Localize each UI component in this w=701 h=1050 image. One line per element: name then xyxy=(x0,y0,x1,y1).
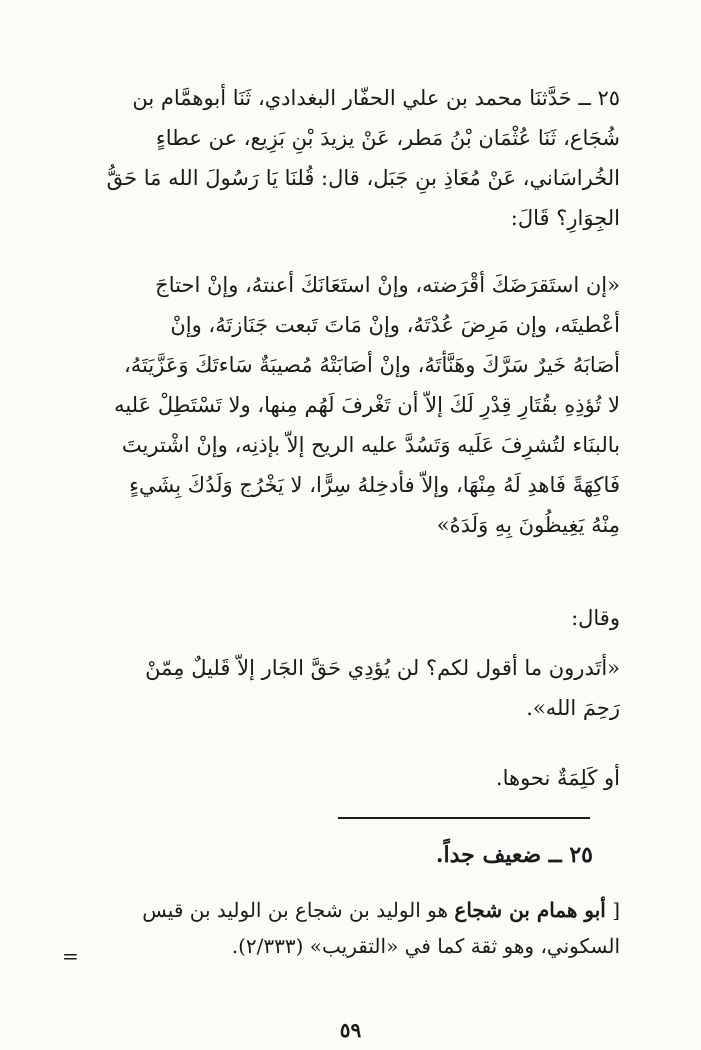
hadith-text xyxy=(40,265,620,545)
text-line: الخُراسَاني، عَنْ مُعَاذِ بنِ جَبَل، قال: قُلنَا يَا رَسُولَ الله مَا حَقُّ xyxy=(106,166,620,190)
page-number: ٥٩ xyxy=(339,1018,362,1042)
footnote-line: السكوني، وهو ثقة كما في «التقريب» (٢/٣٣٣). xyxy=(231,934,620,958)
footnote xyxy=(40,892,620,964)
or-words-line: أو كَلِمَةٌ نحوها. xyxy=(495,766,620,790)
text-line: أعْطيتَه، وإن مَرِضَ عُدْتَهُ، وإنْ مَاتَ تَبعت جَنَازتَهُ، وإنْ xyxy=(170,313,620,337)
said-line: وقال: xyxy=(571,606,620,630)
hadith-isnad xyxy=(40,78,620,238)
grading-heading: ٢٥ ــ ضعيف جداً. xyxy=(435,842,593,868)
text-line: أصَابَهُ خَيرٌ سَرَّكَ وهَنَّأتَهُ، وإنْ أصَابَتْهُ مُصيبَةٌ سَاءتَكَ وَعَزَّيَتَهُ، xyxy=(124,353,620,377)
second-quote xyxy=(40,648,620,728)
text-line: «أتَدرون ما أقول لكم؟ لن يُؤدِي حَقَّ الجَار إلاّ قَليلٌ مِمّنْ xyxy=(145,656,620,680)
footnote-line: [ أبو همام بن شجاع هو الوليد بن شجاع بن الوليد بن قيس xyxy=(142,898,620,922)
text-line: ٢٥ ــ حَدَّثنَا محمد بن علي الحفّار البغدادي، ثَنَا أبوهمَّام بن xyxy=(132,86,620,110)
footnote-divider xyxy=(338,817,590,819)
text-line: فَاكِهَةً فَاهدِ لَهُ مِنْهَا، وإلاّ فأدخِلهُ سِرًّا، لا يَخْرُج وَلَدُكَ بِشَيءٍ xyxy=(129,473,620,497)
text-line: لا تُؤذِهِ بقُتَارِ قِدْرِ لَكَ إلاّ أن تَغْرفَ لَهُم مِنها، ولا تَسْتَطِلْ عَليه xyxy=(114,393,620,417)
narrator-name: أبو همام بن شجاع xyxy=(454,898,606,922)
text-line: بالبنَاء لتُشرِفَ عَلَيه وَتَسُدَّ عليه الريح إلاّ بإذنِه، وإنْ اشْتريتَ xyxy=(121,433,620,457)
text-line: «إن استَقرَضَكَ أقْرَضته، وإنْ استَعَانَكَ أعنتهُ، وإنْ احتاجَ xyxy=(155,273,620,297)
text-line: مِنْهُ يَغِيظُونَ بِهِ وَلَدَهُ» xyxy=(436,513,620,537)
continuation-mark: = xyxy=(62,944,79,968)
text-line: الجِوَارِ؟ قَالَ: xyxy=(510,206,620,230)
text-line: شُجَاع، ثَنَا عُثْمَان بْنُ مَطر، عَنْ يزيدَ بْنِ بَزِيع، عن عطاءٍ xyxy=(155,126,620,150)
text-line: رَحِمَ الله». xyxy=(526,696,620,720)
